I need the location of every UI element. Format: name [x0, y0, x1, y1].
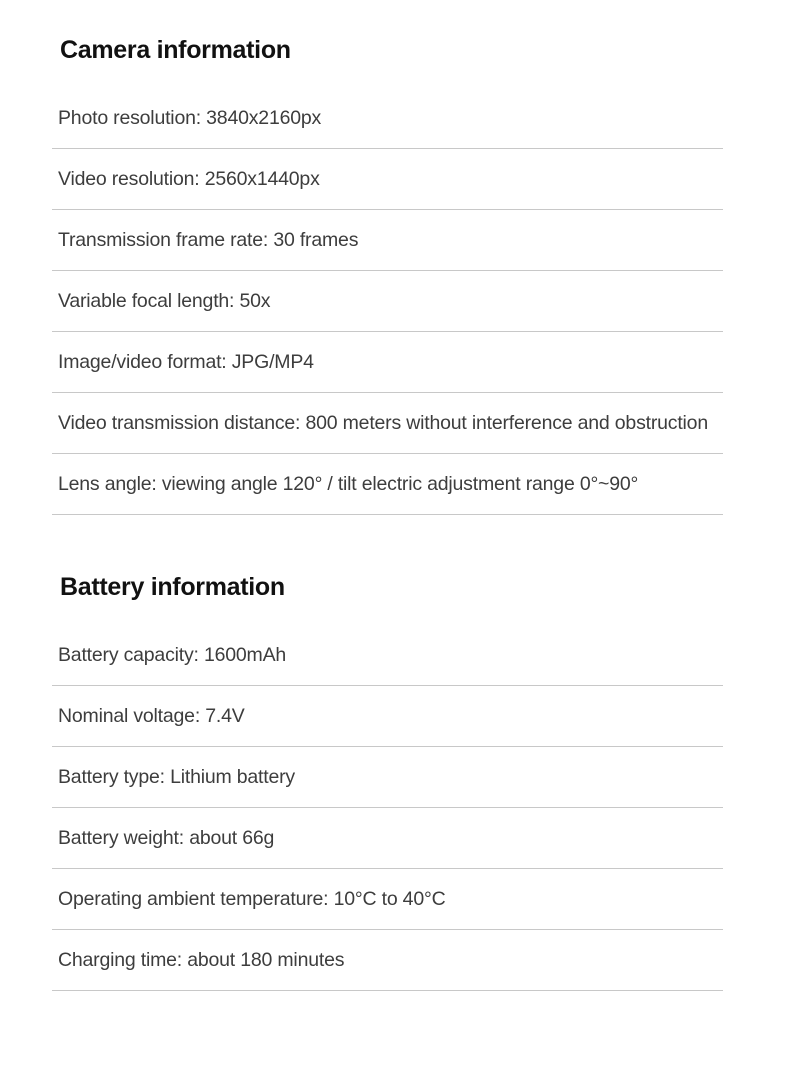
spec-row-capacity	[52, 625, 723, 686]
camera-section-title: Camera information	[60, 36, 291, 64]
spec-text: Lens angle: viewing angle 120° / tilt electric adjustment range 0°~90°	[58, 473, 639, 495]
spec-row-battery-type	[52, 747, 723, 808]
spec-row-charging-time	[52, 930, 723, 991]
spec-text: Photo resolution: 3840x2160px	[58, 107, 322, 129]
spec-text: Battery capacity: 1600mAh	[58, 644, 287, 666]
battery-information-section	[52, 540, 723, 1000]
spec-row-lens-angle	[52, 454, 723, 515]
spec-text: Charging time: about 180 minutes	[58, 949, 345, 971]
spec-text: Battery weight: about 66g	[58, 827, 275, 849]
spec-row-temperature	[52, 869, 723, 930]
spec-text: Transmission frame rate: 30 frames	[58, 229, 359, 251]
spec-row-video-resolution	[52, 149, 723, 210]
spec-row-voltage	[52, 686, 723, 747]
battery-section-title: Battery information	[60, 573, 285, 601]
camera-spec-list	[52, 88, 723, 515]
spec-text: Operating ambient temperature: 10°C to 40°C	[58, 888, 446, 910]
spec-text: Variable focal length: 50x	[58, 290, 271, 312]
battery-spec-list	[52, 625, 723, 991]
spec-row-frame-rate	[52, 210, 723, 271]
spec-row-photo-resolution	[52, 88, 723, 149]
spec-row-format	[52, 332, 723, 393]
spec-text: Image/video format: JPG/MP4	[58, 351, 314, 373]
spec-row-weight	[52, 808, 723, 869]
camera-information-section	[52, 0, 723, 520]
spec-text: Video transmission distance: 800 meters without interference and obstruction	[58, 412, 708, 434]
spec-row-focal-length	[52, 271, 723, 332]
spec-row-transmission-distance	[52, 393, 723, 454]
spec-text: Video resolution: 2560x1440px	[58, 168, 320, 190]
spec-text: Nominal voltage: 7.4V	[58, 705, 245, 727]
spec-text: Battery type: Lithium battery	[58, 766, 295, 788]
